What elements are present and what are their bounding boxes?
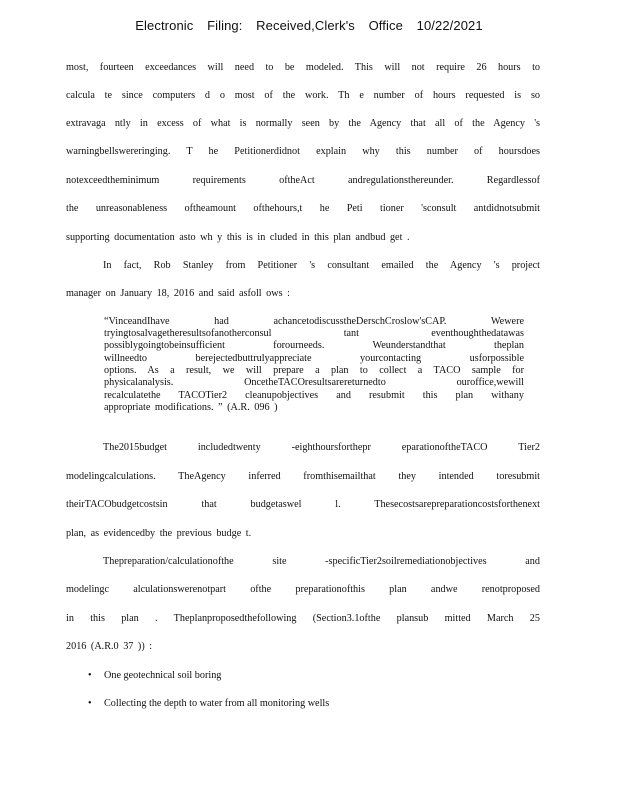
body-line: theirTACObudgetcostsin that budgetaswel l. Thesecostsarepreparationcostsforthenext: [66, 499, 540, 510]
body-line: most, fourteen exceedances will need to be modeled. This will not require 26 hours to: [66, 62, 540, 73]
quote-line: willneedto berejectedbuttrulyappreciate yourcontacting usforpossible: [104, 353, 524, 364]
body-line: modelingcalculations. TheAgency inferred fromthisemailthat they intended toresubmit: [66, 471, 540, 482]
bullet-text: Collecting the depth to water from all monitoring wells: [104, 698, 330, 709]
body-line: in this plan . Theplanproposedthefollowing (Section3.1ofthe plansub mitted March 25: [66, 613, 540, 624]
bullet-icon: •: [88, 698, 92, 709]
quote-line: appropriate modifications. ” (A.R. 096 ): [104, 402, 278, 413]
body-line: the unreasonableness oftheamount ofthehours,t he Peti tioner 'sconsult antdidnotsubmit: [66, 203, 540, 214]
bullet-text: One geotechnical soil boring: [104, 670, 222, 681]
bullet-item: [88, 670, 221, 681]
quote-line: physicalanalysis. OncetheTACOresultsarereturnedto ouroffice,wewill: [104, 377, 524, 388]
body-line: Thepreparation/calculationofthe site -specificTier2soilremediationobjectives and: [103, 556, 540, 567]
body-line: calcula te since computers d o most of the work. Th e number of hours requested is so: [66, 90, 540, 101]
bullet-item: [88, 698, 329, 709]
body-line: warningbellswereringing. T he Petitionerdidnot explain why this number of hoursdoes: [66, 146, 540, 157]
quote-line: recalculatethe TACOTier2 cleanupobjectives and resubmit this plan withany: [104, 390, 524, 401]
quote-line: possiblygoingtobeinsufficient forourneeds. Weunderstandthat theplan: [104, 340, 524, 351]
body-line: In fact, Rob Stanley from Petitioner 's consultant emailed the Agency 's project: [103, 260, 540, 271]
body-line: notexceedtheminimum requirements oftheAct andregulationsthereunder. Regardlessof: [66, 175, 540, 186]
body-line: 2016 (A.R.0 37 )) :: [66, 641, 153, 652]
body-line: supporting documentation asto wh y this is in cluded in this plan andbud get .: [66, 232, 410, 243]
quote-line: tryingtosalvagetheresultsofanotherconsul tant eventhoughthedatawas: [104, 328, 524, 339]
filing-header: Electronic Filing: Received,Clerk's Office 10/22/2021: [135, 18, 483, 33]
quote-line: “VinceandIhave had achancetodiscusstheDerschCroslow'sCAP. Wewere: [104, 316, 524, 327]
body-line: manager on January 18, 2016 and said asfoll ows :: [66, 288, 290, 299]
body-line: modelingc alculationswerenotpart ofthe preparationofthis plan andwe renotproposed: [66, 584, 540, 595]
body-line: extravaga ntly in excess of what is normally seen by the Agency that all of the Agency 's: [66, 118, 540, 129]
body-line: The2015budget includedtwenty -eighthoursforthepr eparationoftheTACO Tier2: [103, 442, 540, 453]
body-line: plan, as evidencedby the previous budge t.: [66, 528, 252, 539]
quote-line: options. As a result, we will prepare a plan to collect a TACO sample for: [104, 365, 524, 376]
bullet-icon: •: [88, 670, 92, 681]
